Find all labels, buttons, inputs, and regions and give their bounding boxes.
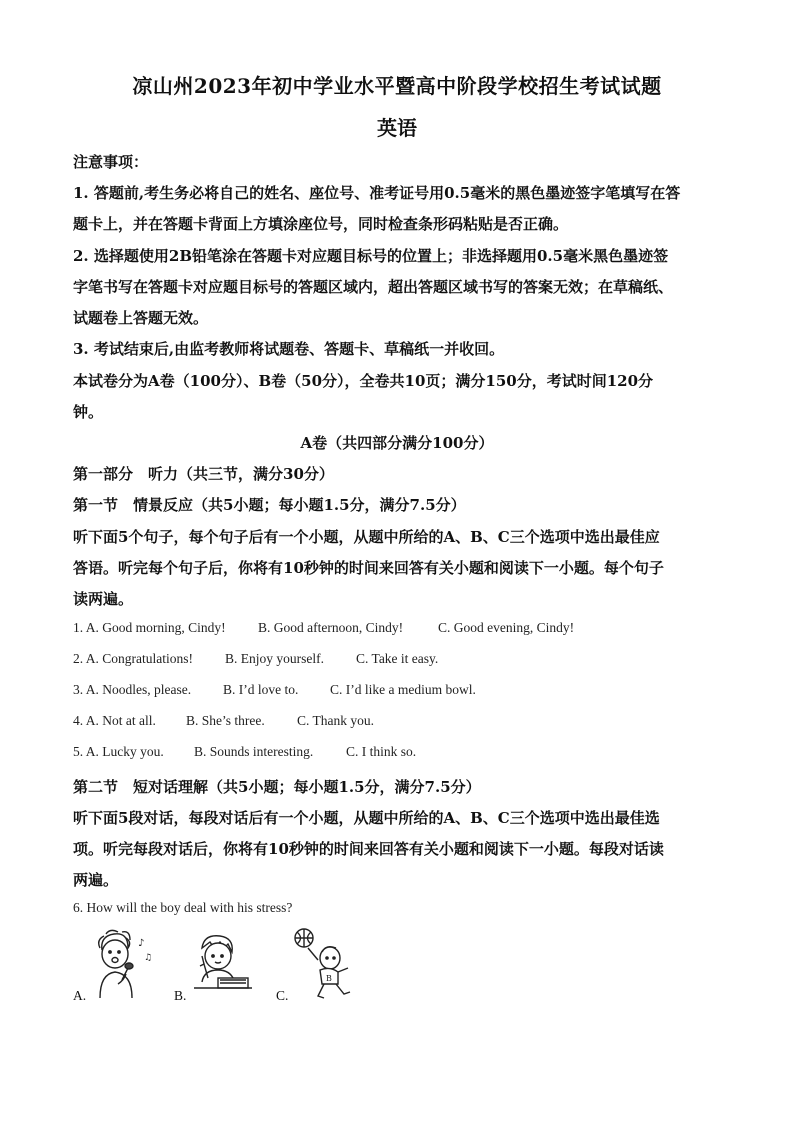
- notice-line: 题卡上，并在答题卡背面上方填涂座位号，同时检查条形码粘贴是否正确。: [73, 215, 569, 233]
- basketball-boy-picture: [292, 926, 358, 1002]
- notice-line: 本试卷分为A卷（100分）、B卷（50分），全卷共10页；满分150分，考试时间120分: [73, 372, 654, 390]
- q2-option-a: 2. A. Congratulations!: [73, 651, 193, 666]
- question-6: 6. How will the boy deal with his stress?: [73, 900, 293, 915]
- q3-option-b: B. I’d love to.: [223, 682, 299, 697]
- option-a-label: A.: [73, 988, 87, 1003]
- q5-option-c: C. I think so.: [346, 744, 417, 759]
- notice-line: 钟。: [73, 403, 104, 421]
- q3-option-c: C. I’d like a medium bowl.: [330, 682, 476, 697]
- option-c-label: C.: [276, 988, 289, 1003]
- notice-line: 字笔书写在答题卡对应题目标号的答题区域内，超出答题区域书写的答案无效；在草稿纸、: [73, 278, 674, 296]
- exam-title: 凉山州2023年初中学业水平暨高中阶段学校招生考试试题: [132, 74, 662, 98]
- q1-option-c: C. Good evening, Cindy!: [438, 620, 575, 635]
- studying-boy-picture: [190, 930, 256, 996]
- section2-heading: 第二节 短对话理解（共5小题；每小题1.5分，满分7.5分）: [73, 778, 481, 796]
- q2-option-c: C. Take it easy.: [356, 651, 439, 666]
- option-b-label: B.: [174, 988, 187, 1003]
- section1-instruction: 听下面5个句子，每个句子后有一个小题，从题中所给的A、B、C三个选项中选出最佳应: [73, 528, 660, 546]
- volume-a-heading: A卷（共四部分满分100分）: [300, 434, 494, 452]
- section2-instruction: 项。听完每段对话后，你将有10秒钟的时间来回答有关小题和阅读下一小题。每段对话读: [73, 840, 664, 858]
- q4-option-b: B. She’s three.: [186, 713, 265, 728]
- notice-line: 3. 考试结束后,由监考教师将试题卷、答题卡、草稿纸一并收回。: [73, 340, 505, 358]
- notice-line: 1. 答题前,考生务必将自己的姓名、座位号、准考证号用0.5毫米的黑色墨迹签字笔填写在答: [73, 184, 681, 202]
- svg-text:♪: ♪: [138, 938, 145, 949]
- svg-text:♫: ♫: [144, 953, 153, 963]
- q4-option-a: 4. A. Not at all.: [73, 713, 156, 728]
- notice-line: 2. 选择题使用2B铅笔涂在答题卡对应题目标号的位置上；非选择题用0.5毫米黑色墨迹签: [73, 247, 669, 265]
- svg-text:B: B: [326, 974, 332, 983]
- q1-option-b: B. Good afternoon, Cindy!: [258, 620, 404, 635]
- notice-line: 试题卷上答题无效。: [73, 309, 209, 327]
- section1-heading: 第一节 情景反应（共5小题；每小题1.5分，满分7.5分）: [73, 496, 466, 514]
- q5-option-a: 5. A. Lucky you.: [73, 744, 164, 759]
- section2-instruction: 听下面5段对话，每段对话后有一个小题，从题中所给的A、B、C三个选项中选出最佳选: [73, 809, 660, 827]
- q1-option-a: 1. A. Good morning, Cindy!: [73, 620, 226, 635]
- q4-option-c: C. Thank you.: [297, 713, 374, 728]
- section1-instruction: 读两遍。: [73, 590, 134, 608]
- subject-title: 英语: [377, 116, 417, 140]
- part1-heading: 第一部分 听力（共三节，满分30分）: [73, 465, 334, 483]
- q2-option-b: B. Enjoy yourself.: [225, 651, 324, 666]
- section1-instruction: 答语。听完每个句子后，你将有10秒钟的时间来回答有关小题和阅读下一小题。每个句子: [73, 559, 664, 577]
- q3-option-a: 3. A. Noodles, please.: [73, 682, 192, 697]
- q5-option-b: B. Sounds interesting.: [194, 744, 314, 759]
- notice-heading: 注意事项：: [73, 153, 149, 171]
- singing-boy-picture: [88, 928, 160, 1000]
- section2-instruction: 两遍。: [73, 871, 119, 889]
